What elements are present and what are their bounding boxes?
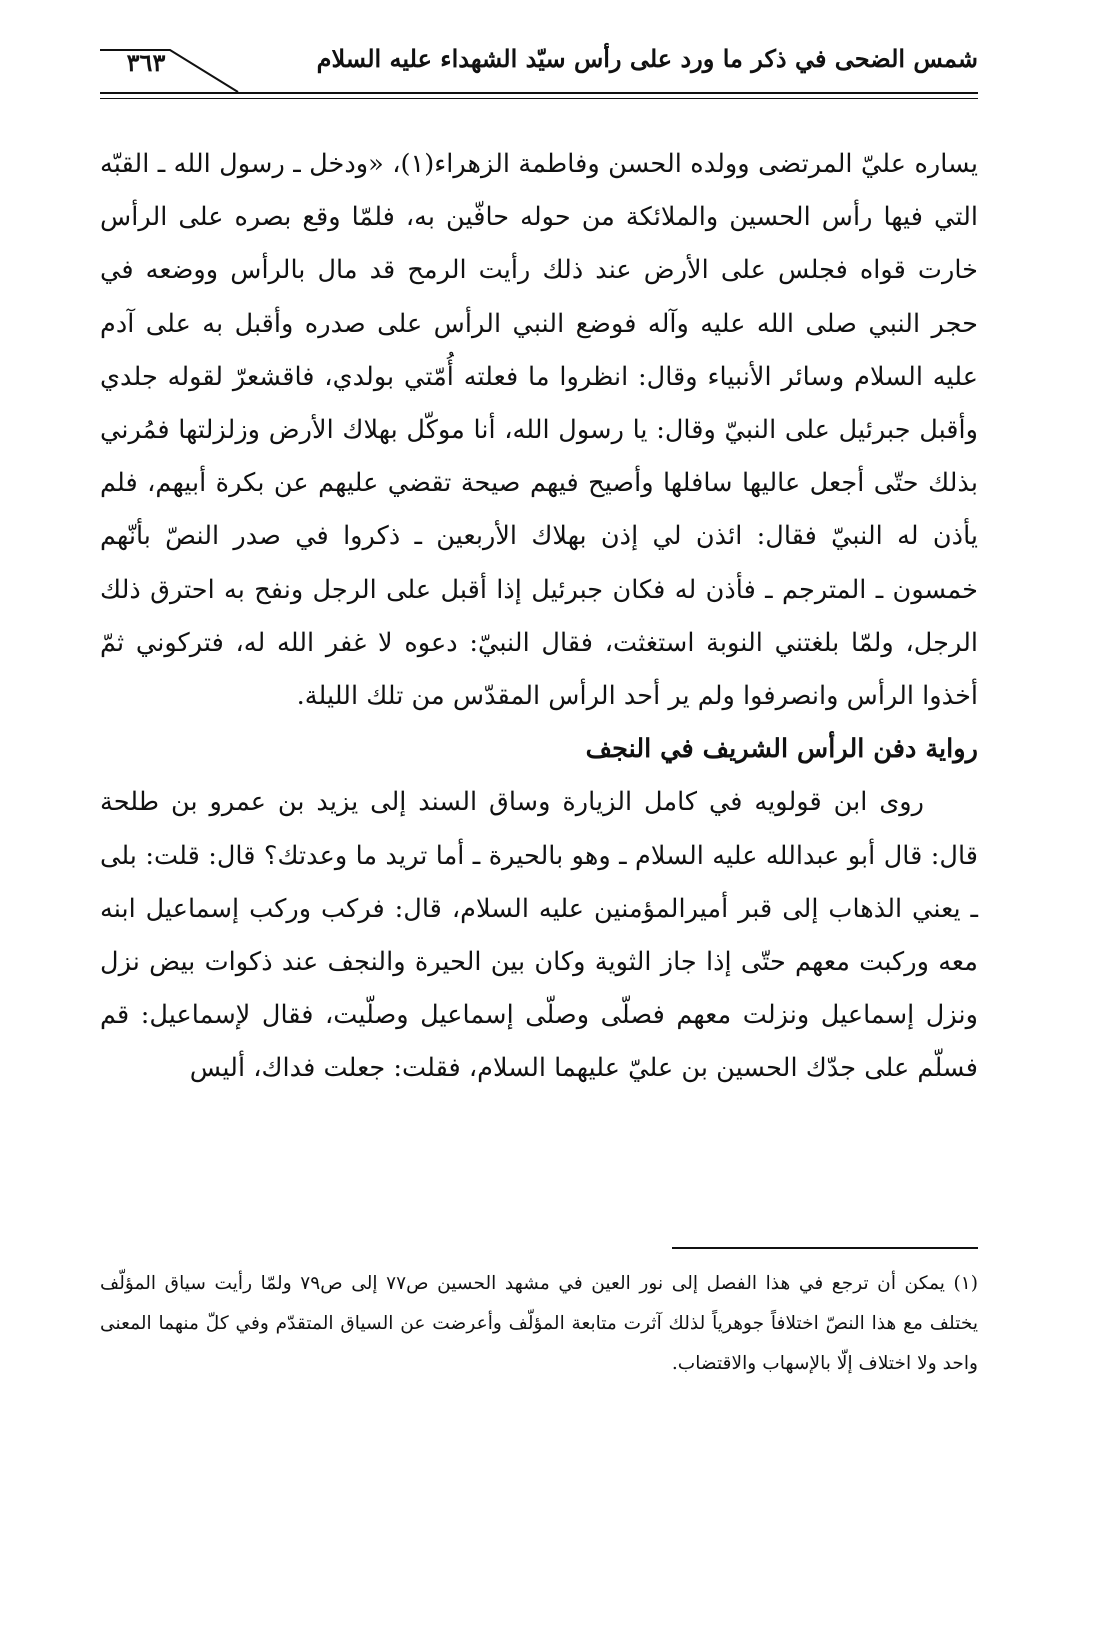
- header-rule-thin: [100, 98, 978, 99]
- running-header: [100, 30, 978, 102]
- page-number: ٣٦٣: [126, 48, 166, 77]
- header-rule: [100, 92, 978, 94]
- paragraph: يساره عليّ المرتضى وولده الحسن وفاطمة الزهراء(١)، «ودخل ـ رسول الله ـ القبّه التي فيها رأس الحسين والملائكة من حوله حافّين به، فلمّا وقع بصره على الرأس خارت قواه فجلس على الأرض عند ذلك رأيت الرمح قد مال بالرأس ووضعه في حجر النبي صلى الله عليه وآله فوضع النبي الرأس على صدره وأقبل به على آدم عليه السلام وسائر الأنبياء وقال: انظروا ما فعلته أُمّتي بولدي، فاقشعرّ لقوله جلدي وأقبل جبرئيل على النبيّ وقال: يا رسول الله، أنا موكّل بهلاك الأرض وزلزلتها فمُرني بذلك حتّى أجعل عاليها سافلها وأصيح فيهم صيحة تقضي عليهم عن بكرة أبيهم، فلم يأذن له النبيّ فقال: ائذن لي إذن بهلاك الأربعين ـ ذكروا في صدر النصّ بأنّهم خمسون ـ المترجم ـ فأذن له فكان جبرئيل إذا أقبل على الرجل ونفح به احترق ذلك الرجل، ولمّا بلغتني النوبة استغثت، فقال النبيّ: دعوه لا غفر الله له، فتركوني ثمّ أخذوا الرأس وانصرفوا ولم ير أحد الرأس المقدّس من تلك الليلة.: [100, 149, 978, 712]
- section-heading: رواية دفن الرأس الشريف في النجف: [585, 734, 978, 765]
- footnote: (١) يمكن أن ترجع في هذا الفصل إلى نور العين في مشهد الحسين ص٧٧ إلى ص٧٩ ولمّا رأيت سياق المؤلّف يختلف مع هذا النصّ اختلافاً جوهرياً لذلك آثرت متابعة المؤلّف وأعرضت عن السياق المتقدّم وفي كلّ منهما المعنى واحد ولا اختلاف إلّا بالإسهاب والاقتضاب.: [100, 1273, 978, 1374]
- paragraph: روى ابن قولويه في كامل الزيارة وساق السند إلى يزيد بن عمرو بن طلحة قال: قال أبو عبدالله عليه السلام ـ وهو بالحيرة ـ أما تريد ما وعدتك؟ قال: قلت: بلى ـ يعني الذهاب إلى قبر أميرالمؤمنين عليه السلام، قال: فركب وركب إسماعيل ابنه معه وركبت معهم حتّى إذا جاز الثوية وكان بين الحيرة والنجف عند ذكوات بيض نزل ونزل إسماعيل ونزلت معهم فصلّى وصلّى إسماعيل وصلّيت، فقال لإسماعيل: قم فسلّم على جدّك الحسين بن عليّ عليهما السلام، فقلت: جعلت فداك، أليس: [100, 787, 978, 1084]
- footnotes: [100, 1264, 978, 1384]
- running-title: شمس الضحى في ذكر ما ورد على رأس سيّد الشهداء عليه السلام: [316, 44, 978, 73]
- footnote-separator: [672, 1247, 978, 1249]
- main-text: [100, 138, 978, 1096]
